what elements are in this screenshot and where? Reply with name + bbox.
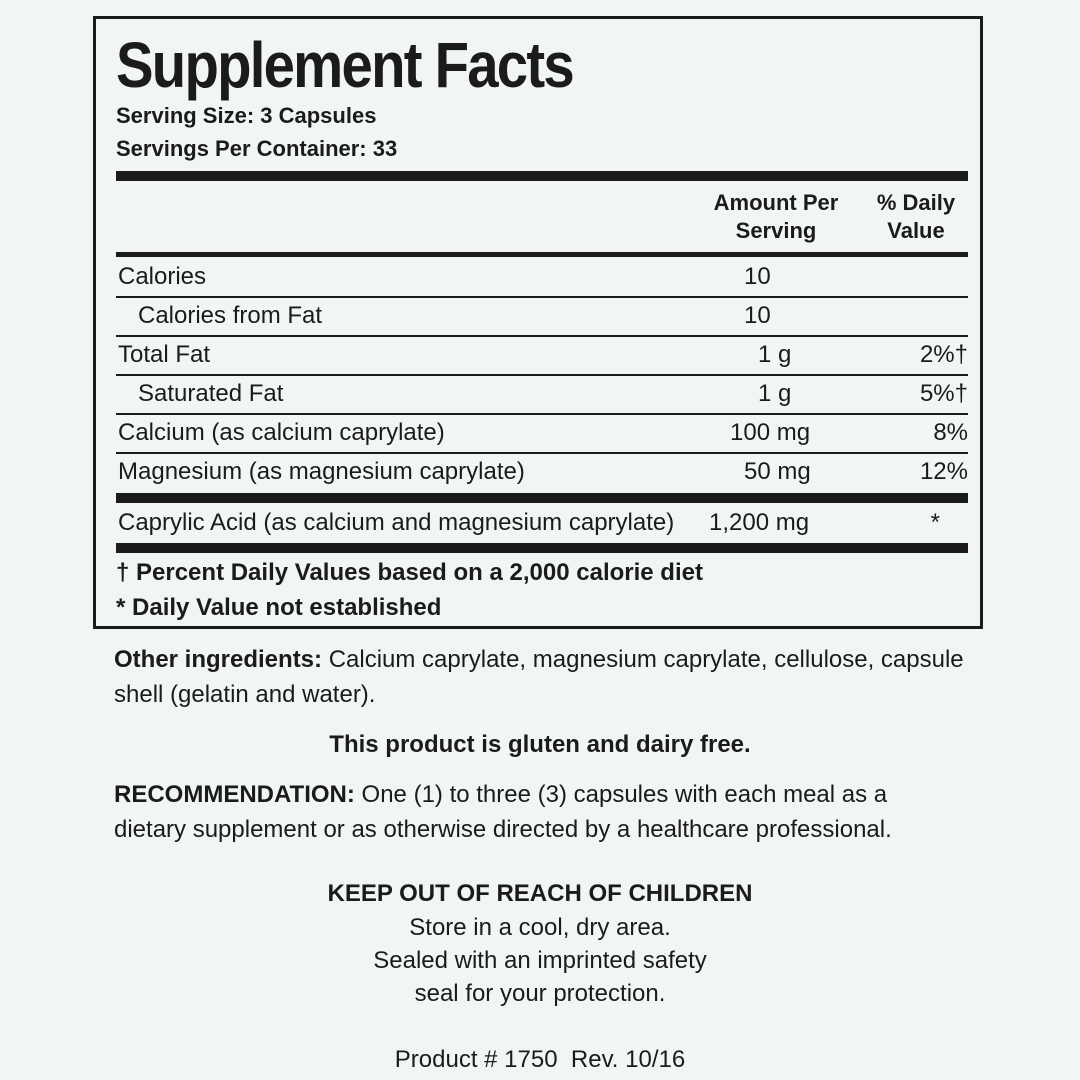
row-divider <box>116 374 968 376</box>
column-header-amount-line1: Amount Per <box>713 190 839 215</box>
row-dv: 8% <box>933 419 968 446</box>
seal-notice-line1: Sealed with an imprinted safety <box>373 947 707 974</box>
serving-size: Serving Size: 3 Capsules <box>116 103 377 128</box>
row-amount: 1,200 mg <box>709 509 810 536</box>
row-amount: 10 <box>744 263 771 290</box>
row-name: Caprylic Acid (as calcium and magnesium caprylate) <box>118 509 675 536</box>
other-ingredients-label: Other ingredients: <box>114 646 323 673</box>
keep-out-warning: KEEP OUT OF REACH OF CHILDREN <box>327 880 753 907</box>
row-divider <box>116 413 968 415</box>
row-amount: 50 mg <box>744 458 811 485</box>
recommendation-label: RECOMMENDATION: <box>114 781 355 808</box>
row-name: Calcium (as calcium caprylate) <box>118 419 445 446</box>
supplement-facts-panel <box>93 16 983 629</box>
row-name: Calories <box>118 263 207 290</box>
header-rule <box>116 252 968 257</box>
recommendation-text: One (1) to three (3) capsules with each meal as a dietary supplement or as otherwise directed by a healthcare professional. <box>114 781 892 843</box>
other-ingredients <box>114 642 964 712</box>
top-thick-rule <box>116 171 968 181</box>
column-header-amount <box>696 189 856 245</box>
row-amount: 10 <box>744 302 771 329</box>
panel-title: Supplement Facts <box>116 29 573 101</box>
row-amount: 1 g <box>758 341 792 368</box>
row-name: Total Fat <box>118 341 211 368</box>
storage-instruction: Store in a cool, dry area. <box>409 914 671 941</box>
row-name: Calories from Fat <box>138 302 323 329</box>
column-header-dv-line2: Value <box>887 218 945 243</box>
row-divider <box>116 335 968 337</box>
row-dv: 12% <box>919 458 968 485</box>
row-divider <box>116 452 968 454</box>
other-ingredients-text: Calcium caprylate, magnesium caprylate, cellulose, capsule shell (gelatin and water). <box>114 646 964 708</box>
row-amount: 100 mg <box>730 419 811 446</box>
gluten-dairy-free-statement: This product is gluten and dairy free. <box>329 731 751 758</box>
product-number: Product # 1750 Rev. 10/16 <box>394 1046 686 1073</box>
footnote-star: * Daily Value not established <box>116 594 442 621</box>
footnote-dagger: † Percent Daily Values based on a 2,000 calorie diet <box>116 559 703 586</box>
row-dv: * <box>930 509 940 536</box>
mid-thick-rule <box>116 493 968 503</box>
row-amount: 1 g <box>758 380 792 407</box>
recommendation <box>114 777 964 847</box>
row-divider <box>116 296 968 298</box>
column-header-dv <box>864 189 968 245</box>
row-dv: 5%† <box>919 380 968 407</box>
bottom-thick-rule <box>116 543 968 553</box>
row-name: Saturated Fat <box>138 380 284 407</box>
seal-notice-line2: seal for your protection. <box>414 980 666 1007</box>
row-name: Magnesium (as magnesium caprylate) <box>118 458 525 485</box>
column-header-amount-line2: Serving <box>735 218 817 243</box>
row-dv: 2%† <box>919 341 968 368</box>
column-header-dv-line1: % Daily <box>876 190 956 215</box>
servings-per-container: Servings Per Container: 33 <box>116 136 398 161</box>
